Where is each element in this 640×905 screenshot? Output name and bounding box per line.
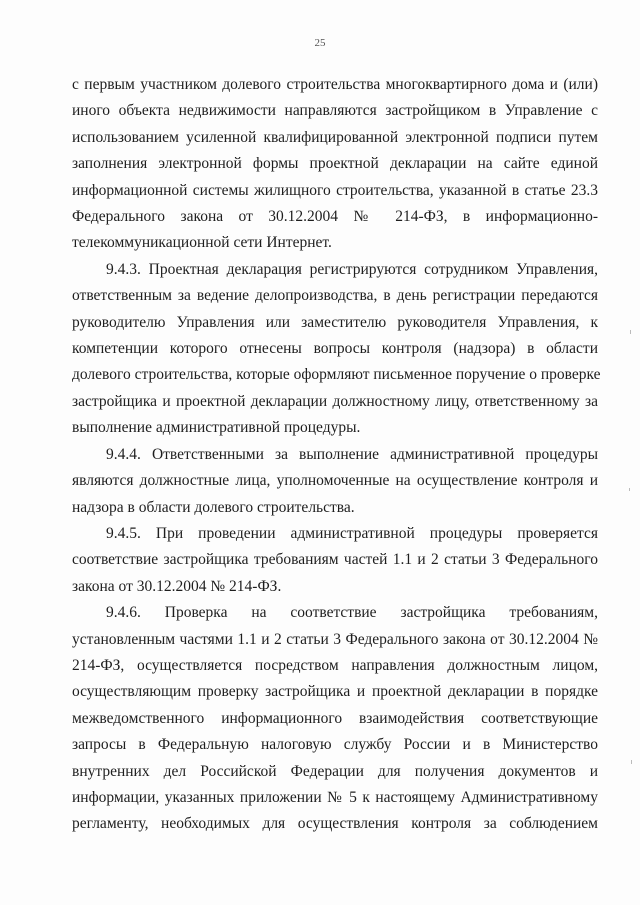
text-line: выполнение административной процедуры. <box>72 419 361 437</box>
text-line: 9.4.5. При проведении административной процедуры проверяется <box>106 524 598 542</box>
text-line: внутренних дел Российской Федерации для получения документов и <box>72 762 598 780</box>
paragraph-9-4-3 <box>72 257 601 442</box>
document-body <box>72 72 601 838</box>
paragraph-9-4-5 <box>72 521 598 600</box>
text-line: застройщика и проектной декларации должностному лицу, ответственному за <box>72 392 598 410</box>
scan-speck <box>629 488 630 491</box>
text-line: долевого строительства, которые оформляют письменное поручение о проверке <box>72 366 601 384</box>
text-line: соответствие застройщика требованиям частей 1.1 и 2 статьи 3 Федерального <box>72 551 598 569</box>
paragraph-9-4-4 <box>72 442 598 521</box>
text-line: Федерального закона от 30.12.2004 № 214-ФЗ, в информационно- <box>72 208 598 226</box>
text-line: с первым участником долевого строительства многоквартирного дома и (или) <box>72 76 598 93</box>
text-line: информации, указанных приложении № 5 к настоящему Административному <box>72 788 598 806</box>
text-line: заполнения электронной формы проектной декларации на сайте единой <box>72 155 598 173</box>
scan-speck <box>631 760 632 764</box>
text-line: надзора в области долевого строительства. <box>72 498 355 516</box>
text-line: руководителю Управления или заместителю руководителя Управления, к <box>72 313 598 331</box>
text-line: регламенту, необходимых для осуществления контроля за соблюдением <box>72 815 598 833</box>
text-line: 9.4.3. Проектная декларация регистрируются сотрудником Управления, <box>106 260 598 278</box>
text-line: закона от 30.12.2004 № 214-ФЗ. <box>72 577 282 595</box>
text-line: 214-ФЗ, осуществляется посредством направления должностным лицом, <box>72 656 598 674</box>
page-number: 25 <box>314 37 326 49</box>
text-line: ответственным за ведение делопроизводства, в день регистрации передаются <box>72 287 598 305</box>
text-line: телекоммуникационной сети Интернет. <box>72 234 332 252</box>
paragraph-9-4-6 <box>72 600 598 838</box>
text-line: запросы в Федеральную налоговую службу России и в Министерство <box>72 736 598 754</box>
text-line: являются должностные лица, уполномоченные на осуществление контроля и <box>72 472 598 490</box>
text-line: межведомственного информационного взаимодействия соответствующие <box>72 709 598 727</box>
text-line: иного объекта недвижимости направляются застройщиком в Управление с <box>72 102 598 120</box>
paragraph-continuation <box>72 72 598 257</box>
text-line: осуществляющим проверку застройщика и проектной декларации в порядке <box>72 683 598 701</box>
text-line: установленным частями 1.1 и 2 статьи 3 Федерального закона от 30.12.2004 № <box>72 630 598 648</box>
text-line: 9.4.6. Проверка на соответствие застройщика требованиям, <box>106 604 598 622</box>
text-line: использованием усиленной квалифицированной электронной подписи путем <box>72 128 598 146</box>
scan-speck <box>630 330 631 334</box>
text-line: информационной системы жилищного строительства, указанной в статье 23.3 <box>72 181 598 199</box>
text-line: компетенции которого отнесены вопросы контроля (надзора) в области <box>72 340 598 358</box>
text-line: 9.4.4. Ответственными за выполнение административной процедуры <box>106 445 598 463</box>
